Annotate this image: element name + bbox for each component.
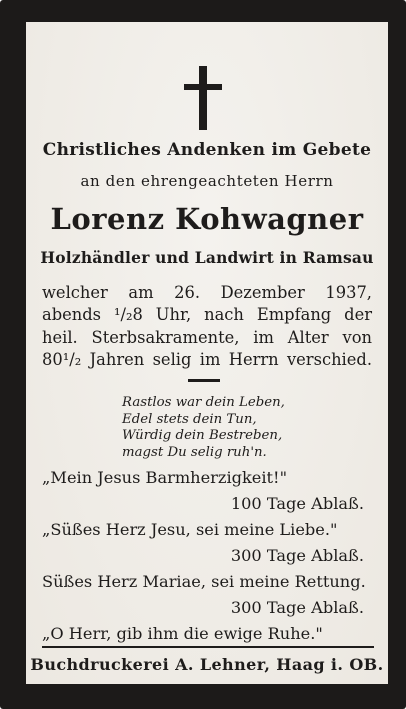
card-subtitle: an den ehrengeachteten Herrn — [80, 172, 334, 190]
section-divider — [188, 379, 220, 382]
indulgence-text: 100 Tage Ablaß. — [230, 494, 364, 513]
biography-line: welcher am 26. Dezember 1937, — [42, 283, 372, 302]
prayer-text: Süßes Herz Mariae, sei meine Rettung. — [42, 572, 366, 591]
indulgence-text: 300 Tage Ablaß. — [230, 546, 364, 565]
printer-imprint: Buchdruckerei A. Lehner, Haag i. OB. — [30, 655, 384, 674]
poem-line: Würdig dein Bestreben, — [122, 428, 283, 443]
biography-line: 80¹/₂ Jahren selig im Herrn verschied. — [42, 349, 372, 369]
card-paper — [26, 22, 388, 684]
deceased-occupation: Holzhändler und Landwirt in Ramsau — [40, 248, 374, 267]
deceased-name: Lorenz Kohwagner — [50, 202, 364, 236]
poem-line: magst Du selig ruh'n. — [122, 444, 267, 460]
prayer-text: „Mein Jesus Barmherzigkeit!" — [42, 468, 288, 487]
biography-line: abends ¹/₂8 Uhr, nach Empfang der — [42, 305, 372, 325]
biography-paragraph — [42, 282, 372, 371]
biography-line: heil. Sterbsakramente, im Alter von — [42, 327, 372, 347]
card-title: Christliches Andenken im Gebete — [42, 140, 372, 160]
cross-icon — [184, 66, 222, 130]
poem — [122, 395, 342, 461]
prayer-text: „Süßes Herz Jesu, sei meine Liebe." — [42, 520, 338, 539]
poem-line: Rastlos war dein Leben, — [122, 395, 285, 410]
footer-rule — [42, 646, 374, 648]
poem-line: Edel stets dein Tun, — [122, 411, 257, 427]
indulgence-text: 300 Tage Ablaß. — [230, 598, 364, 617]
prayer-text: „O Herr, gib ihm die ewige Ruhe." — [42, 624, 323, 643]
